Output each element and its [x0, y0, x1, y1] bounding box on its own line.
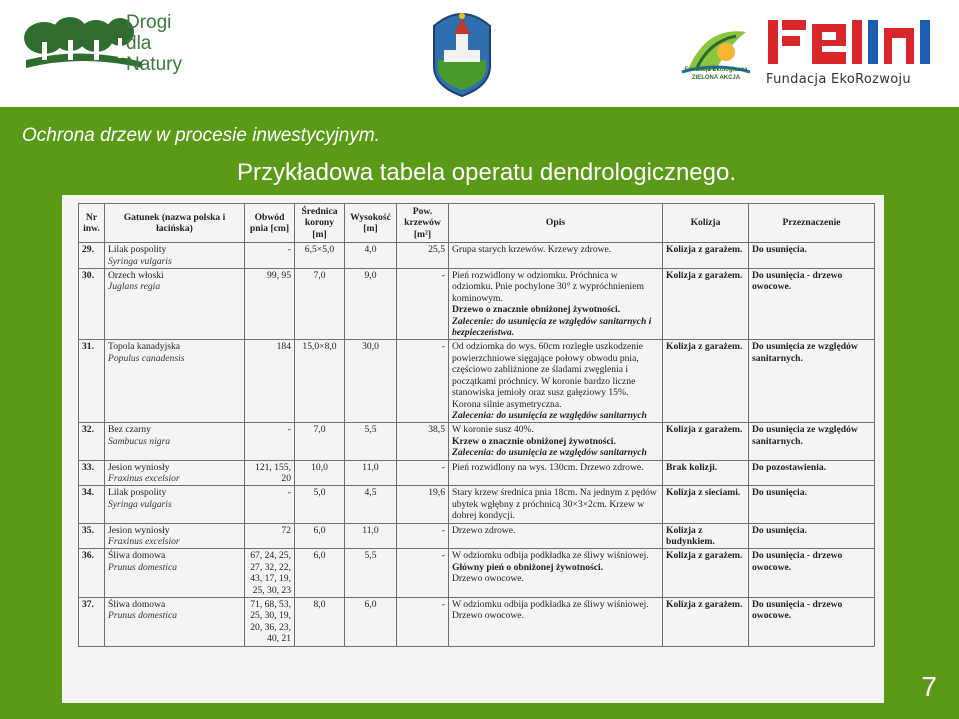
cell-nr: 37. — [79, 598, 105, 647]
cell-nr: 30. — [79, 269, 105, 340]
cell-przeznaczenie: Do usunięcia - drzewo owocowe. — [749, 549, 875, 598]
cell-przeznaczenie: Do pozostawienia. — [749, 460, 875, 486]
zielona-line-1: Fundacja Ekologiczna — [684, 67, 748, 73]
cell-srednica: 8,0 — [295, 598, 345, 647]
cell-nr: 34. — [79, 486, 105, 523]
cell-srednica: 6,0 — [295, 549, 345, 598]
table-row — [79, 486, 875, 523]
slide-body — [0, 107, 959, 719]
cell-srednica: 10,0 — [295, 460, 345, 486]
cell-kolizja: Kolizja z garażem. — [663, 423, 749, 460]
species-latin: Prunus domestica — [108, 610, 178, 622]
cell-gatunek — [105, 340, 245, 423]
opis-condition: Krzew o znacznie obniżonej żywotności. — [452, 435, 616, 447]
cell-srednica: 5,0 — [295, 486, 345, 523]
cell-kolizja: Kolizja z garażem. — [663, 243, 749, 269]
cell-obwod: - — [245, 423, 295, 460]
cell-nr: 29. — [79, 243, 105, 269]
header-przeznaczenie: Przeznaczenie — [749, 204, 875, 243]
cell-opis — [449, 423, 663, 460]
cell-gatunek — [105, 549, 245, 598]
cell-pow: - — [397, 460, 449, 486]
drogi-dla-natury-wordmark — [126, 12, 182, 75]
header-pow: Pow. krzewów [m²] — [397, 204, 449, 243]
species-name: Śliwa domowa — [108, 550, 166, 562]
cell-przeznaczenie: Do usunięcia ze względów sanitarnych. — [749, 340, 875, 423]
cell-srednica: 6,0 — [295, 523, 345, 549]
cell-przeznaczenie: Do usunięcia. — [749, 486, 875, 523]
table-row — [79, 243, 875, 269]
cell-kolizja: Kolizja z garażem. — [663, 598, 749, 647]
fundacja-ekorozwoju-wordmark: Fundacja EkoRozwoju — [766, 72, 911, 87]
cell-pow: - — [397, 523, 449, 549]
cell-kolizja: Kolizja z garażem. — [663, 340, 749, 423]
cell-kolizja: Kolizja z garażem. — [663, 549, 749, 598]
cell-wysokosc: 6,0 — [345, 598, 397, 647]
opis-text: Stary krzew średnica pnia 18cm. Na jednym z pędów ubytek wgłębny z próchnicą 30×3×2cm. Krzew w dobrej kondycji. — [452, 487, 657, 522]
table-row — [79, 598, 875, 647]
cell-pow: - — [397, 340, 449, 423]
header-obwod: Obwód pnia [cm] — [245, 204, 295, 243]
cell-obwod: 99, 95 — [245, 269, 295, 340]
scanned-table-document — [62, 195, 884, 703]
cell-obwod: - — [245, 243, 295, 269]
species-latin: Sambucus nigra — [108, 435, 171, 447]
header-gatunek: Gatunek (nazwa polska i łacińska) — [105, 204, 245, 243]
opis-recommendation: Zalecenia: do usunięcia ze względów sanitarnych — [452, 409, 647, 421]
species-name: Bez czarny — [108, 424, 151, 436]
species-name: Śliwa domowa — [108, 599, 166, 610]
species-latin: Juglans regia — [108, 281, 161, 293]
opis-text: Pień rozwidlony w odziomku. Próchnica w odziomku. Pnie pochylone 30° z wypróchnieniem kominowym. — [452, 270, 644, 304]
cell-kolizja: Kolizja z sieciami. — [663, 486, 749, 523]
species-name: Lilak pospolity — [108, 244, 167, 256]
section-title: Ochrona drzew w procesie inwestycyjnym. — [22, 125, 380, 146]
species-latin: Syringa vulgaris — [108, 255, 172, 267]
cell-opis — [449, 486, 663, 523]
cell-pow: - — [397, 549, 449, 598]
opis-condition: Główny pień o obniżonej żywotności. — [452, 561, 604, 573]
opis-recommendation: Zalecenia: do usunięcia ze względów sanitarnych — [452, 447, 647, 459]
species-name: Jesion wyniosły — [108, 524, 170, 536]
cell-pow: 19,6 — [397, 486, 449, 523]
cell-nr: 31. — [79, 340, 105, 423]
table-row — [79, 460, 875, 486]
cell-kolizja: Kolizja z garażem. — [663, 269, 749, 340]
cell-pow: - — [397, 598, 449, 647]
cell-wysokosc: 5,5 — [345, 549, 397, 598]
opis-text: Od odziomka do wys. 60cm rozległe uszkodzenie powierzchniowe sięgające połowy obwodu pnia, częściowo zabliźnione ze śladami zwęglenia i początkami próchnicy. W koronie bardzo liczne stanowiska jemioły oraz susz gałęziowy 15%. Korona silnie asymetryczna. — [452, 341, 644, 410]
cell-obwod: 72 — [245, 523, 295, 549]
cell-przeznaczenie: Do usunięcia - drzewo owocowe. — [749, 598, 875, 647]
cell-srednica: 7,0 — [295, 423, 345, 460]
cell-gatunek — [105, 523, 245, 549]
header-opis: Opis — [449, 204, 663, 243]
fundacja-ekorozwoju-logo — [766, 14, 936, 70]
cell-gatunek — [105, 423, 245, 460]
opis-condition: Drzewo o znacznie obniżonej żywotności. — [452, 304, 621, 316]
cell-srednica: 7,0 — [295, 269, 345, 340]
cell-obwod: 67, 24, 25, 27, 32, 22, 43, 17, 19, 25, 30, 23 — [245, 549, 295, 598]
species-latin: Fraxinus excelsior — [108, 472, 180, 484]
cell-obwod: 121, 155, 20 — [245, 460, 295, 486]
cell-przeznaczenie: Do usunięcia. — [749, 523, 875, 549]
header-srednica: Średnica korony [m] — [295, 204, 345, 243]
cell-pow: 38,5 — [397, 423, 449, 460]
cell-kolizja: Brak kolizji. — [663, 460, 749, 486]
cell-gatunek — [105, 243, 245, 269]
table-body — [79, 243, 875, 646]
cell-opis — [449, 549, 663, 598]
cell-pow: 25,5 — [397, 243, 449, 269]
species-name: Lilak pospolity — [108, 487, 167, 499]
cell-wysokosc: 9,0 — [345, 269, 397, 340]
cell-gatunek — [105, 460, 245, 486]
cell-obwod: 71, 68, 53, 25, 30, 19, 20, 36, 23, 40, 21 — [245, 598, 295, 647]
zielona-akcja-wordmark — [676, 66, 756, 82]
cell-wysokosc: 4,5 — [345, 486, 397, 523]
cell-nr: 36. — [79, 549, 105, 598]
cell-nr: 35. — [79, 523, 105, 549]
table-row — [79, 423, 875, 460]
cell-przeznaczenie: Do usunięcia ze względów sanitarnych. — [749, 423, 875, 460]
opis-text: W odziomku odbija podkładka ze śliwy wiśniowej. — [452, 550, 649, 562]
table-row — [79, 523, 875, 549]
cell-wysokosc: 4,0 — [345, 243, 397, 269]
opis-text: Drzewo zdrowe. — [452, 524, 516, 536]
species-latin: Populus canadensis — [108, 352, 185, 364]
species-latin: Syringa vulgaris — [108, 498, 172, 510]
opis-tail: Drzewo owocowe. — [452, 573, 524, 585]
cell-kolizja: Kolizja z budynkiem. — [663, 523, 749, 549]
cell-obwod: - — [245, 486, 295, 523]
table-row — [79, 269, 875, 340]
cell-opis — [449, 340, 663, 423]
cell-gatunek — [105, 598, 245, 647]
species-name: Jesion wyniosły — [108, 461, 170, 473]
opis-text: Grupa starych krzewów. Krzewy zdrowe. — [452, 244, 612, 256]
gmina-coat-of-arms-logo — [428, 4, 496, 98]
logo-drogi-line-1: Drogi — [126, 12, 172, 33]
header-nr: Nr inw. — [79, 204, 105, 243]
logo-drogi-line-3: Natury — [126, 54, 182, 75]
header-wysokosc: Wysokość [m] — [345, 204, 397, 243]
cell-opis — [449, 598, 663, 647]
zielona-line-2: ZIELONA AKCJA — [691, 75, 741, 81]
cell-opis — [449, 243, 663, 269]
cell-srednica: 6,5×5,0 — [295, 243, 345, 269]
species-latin: Prunus domestica — [108, 561, 178, 573]
cell-wysokosc: 30,0 — [345, 340, 397, 423]
cell-opis — [449, 460, 663, 486]
species-latin: Fraxinus excelsior — [108, 535, 180, 547]
cell-obwod: 184 — [245, 340, 295, 423]
species-name: Topola kanadyjska — [108, 341, 181, 353]
opis-text: Pień rozwidlony na wys. 130cm. Drzewo zdrowe. — [452, 461, 644, 473]
header-kolizja: Kolizja — [663, 204, 749, 243]
cell-gatunek — [105, 269, 245, 340]
drogi-dla-natury-logo — [22, 10, 222, 80]
slide-title: Przykładowa tabela operatu dendrologicznego. — [237, 159, 736, 186]
cell-przeznaczenie: Do usunięcia - drzewo owocowe. — [749, 269, 875, 340]
table-header-row — [79, 204, 875, 243]
cell-gatunek — [105, 486, 245, 523]
opis-text: W koronie susz 40%. — [452, 424, 534, 436]
cell-nr: 33. — [79, 460, 105, 486]
cell-pow: - — [397, 269, 449, 340]
opis-text: W odziomku odbija podkładka ze śliwy wiśniowej. Drzewo owocowe. — [452, 599, 649, 622]
cell-nr: 32. — [79, 423, 105, 460]
page-number: 7 — [921, 671, 937, 702]
cell-opis — [449, 523, 663, 549]
opis-recommendation: Zalecenie: do usunięcia ze względów sanitarnych i bezpieczeństwa. — [452, 315, 652, 339]
cell-wysokosc: 5,5 — [345, 423, 397, 460]
cell-srednica: 15,0×8,0 — [295, 340, 345, 423]
logo-bar — [0, 0, 959, 107]
cell-wysokosc: 11,0 — [345, 523, 397, 549]
cell-przeznaczenie: Do usunięcia. — [749, 243, 875, 269]
table-row — [79, 340, 875, 423]
cell-opis — [449, 269, 663, 340]
cell-wysokosc: 11,0 — [345, 460, 397, 486]
species-name: Orzech włoski — [108, 270, 164, 282]
logo-drogi-line-2: dla — [126, 33, 152, 54]
dendrology-table — [78, 203, 875, 647]
table-row — [79, 549, 875, 598]
